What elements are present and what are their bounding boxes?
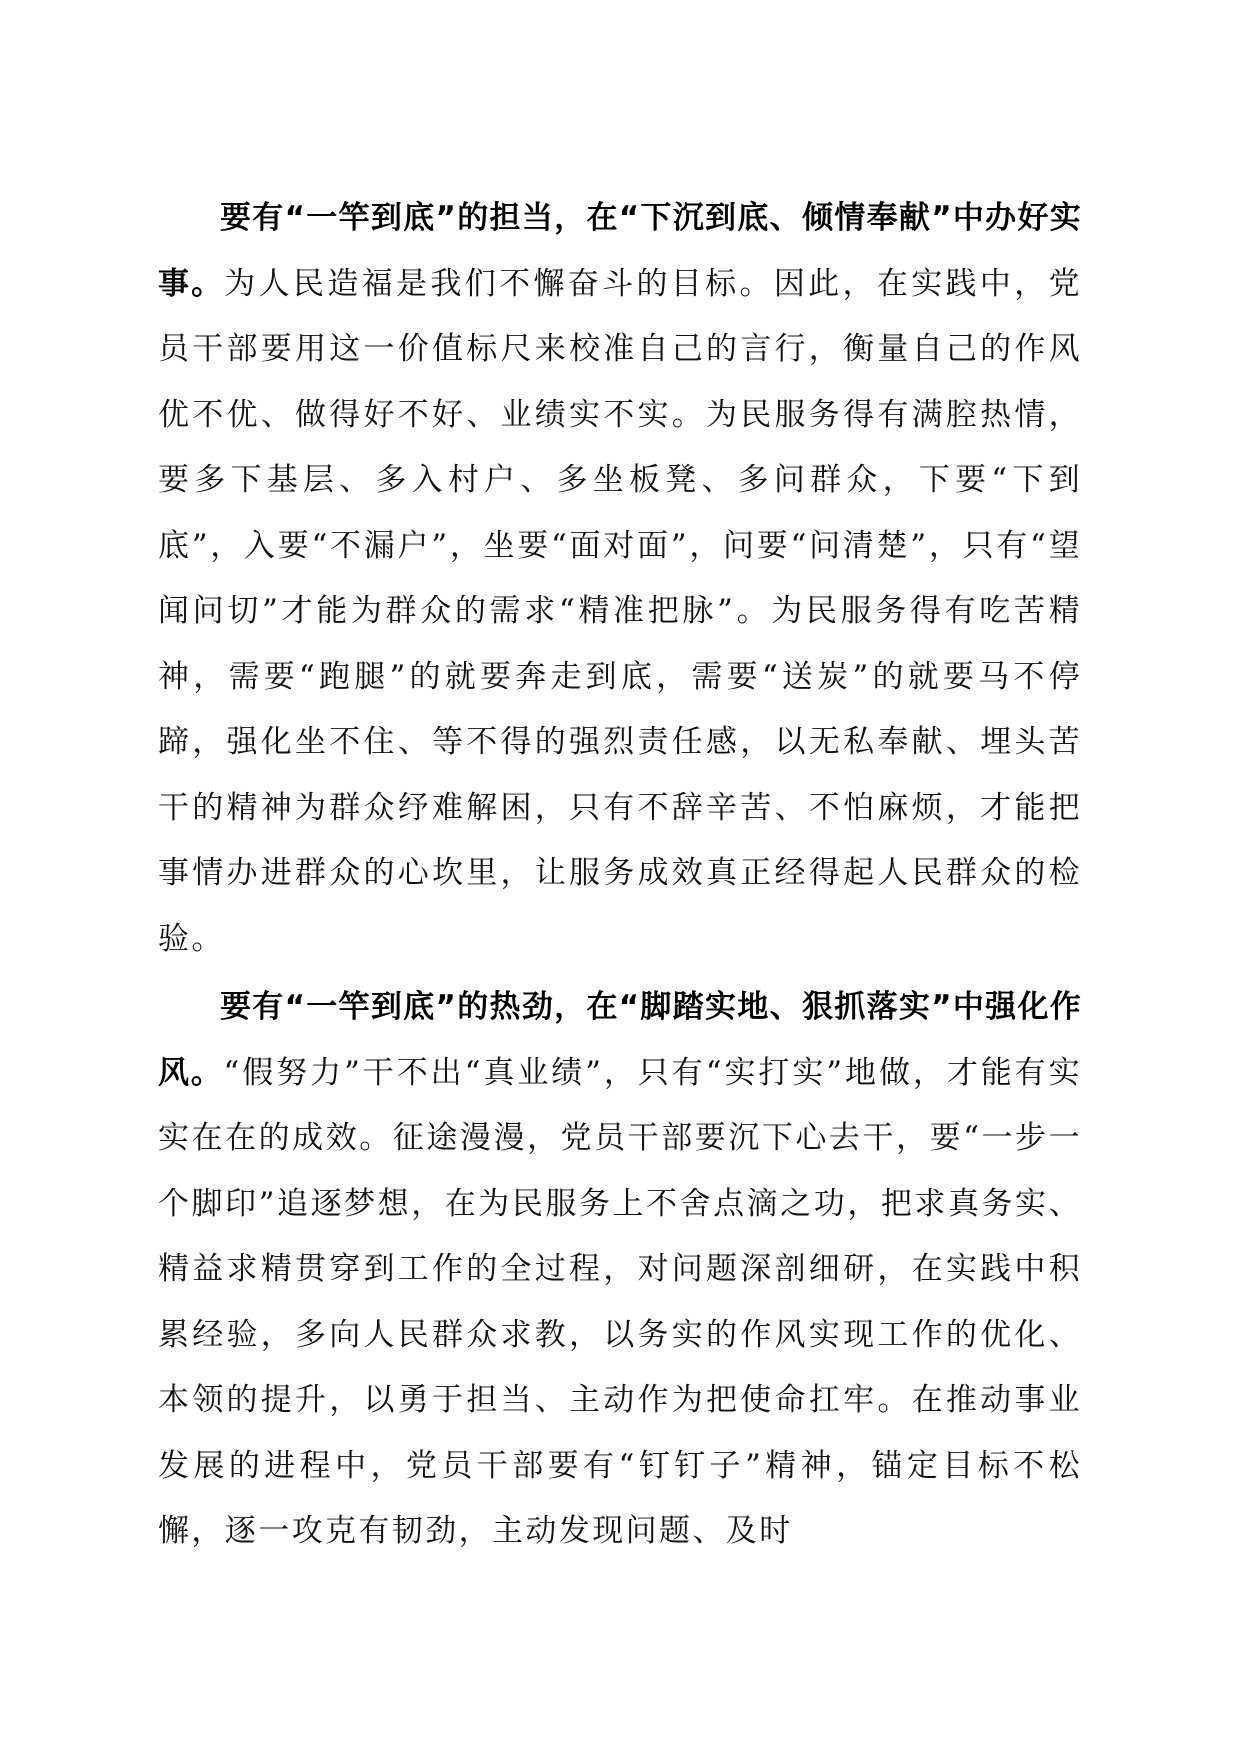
paragraph-1-heading: 要有“一竿到底”的担当，在“下沉到底、倾情奉献”中办好实事。 xyxy=(158,200,1082,302)
paragraph-2-text: “假努力”干不出“真业绩”，只有“实打实”地做，才能有实实在在的成效。征途漫漫，党员干部要沉下心去干，要“一步一个脚印”追逐梦想，在为民服务上不舍点滴之功，把求真务实、精益求精贯穿到工作的全过程，对问题深剖细研，在实践中积累经验，多向人民群众求教，以务实的作风实现工作的优化、本领的提升，以勇于担当、主动作为把使命扛牢。在推动事业发展的进程中，党员干部要有“钉钉子”精神，锚定目标不松懈，逐一攻克有韧劲，主动发现问题、及时 xyxy=(158,1054,1082,1549)
document-body xyxy=(158,186,1082,1565)
paragraph-2-heading: 要有“一竿到底”的热劲，在“脚踏实地、狠抓落实”中强化作风。 xyxy=(158,989,1082,1091)
paragraph-1 xyxy=(158,186,1082,972)
paragraph-1-text: 为人民造福是我们不懈奋斗的目标。因此，在实践中，党员干部要用这一价值标尺来校准自己的言行，衡量自己的作风优不优、做得好不好、业绩实不实。为民服务得有满腔热情，要多下基层、多入村户、多坐板凳、多问群众，下要“下到底”，入要“不漏户”，坐要“面对面”，问要“问清楚”，只有“望闻问切”才能为群众的需求“精准把脉”。为民服务得有吃苦精神，需要“跑腿”的就要奔走到底，需要“送炭”的就要马不停蹄，强化坐不住、等不得的强烈责任感，以无私奉献、埋头苦干的精神为群众纾难解困，只有不辞辛苦、不怕麻烦，才能把事情办进群众的心坎里，让服务成效真正经得起人民群众的检验。 xyxy=(158,265,1082,957)
paragraph-2 xyxy=(158,975,1082,1565)
